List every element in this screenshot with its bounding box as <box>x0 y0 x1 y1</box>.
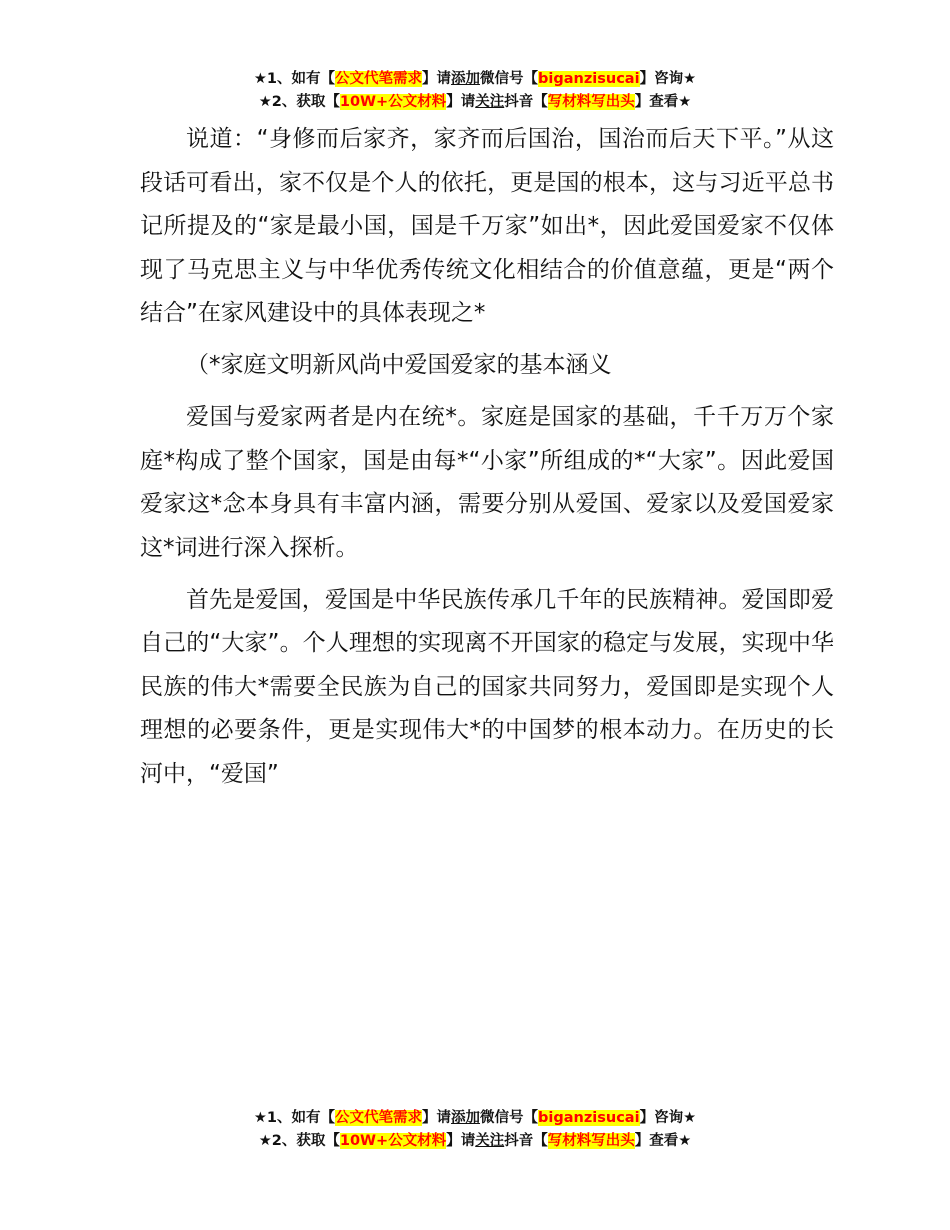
underlined-text: 添加 <box>451 1110 481 1126</box>
banner-text: 】查看★ <box>634 1133 692 1149</box>
header-banner <box>0 68 950 114</box>
banner-text: 】查看★ <box>634 94 692 110</box>
banner-text: ★2、获取【 <box>258 1133 340 1149</box>
highlight-service: 公文代笔需求 <box>335 71 423 87</box>
banner-text: 】请 <box>422 71 452 87</box>
highlight-wechat-id: biganzisucai <box>538 1110 640 1126</box>
highlight-douyin-id: 写材料写出头 <box>547 94 635 110</box>
paragraph-1: 说道：“身修而后家齐，家齐而后国治，国治而后天下平。”从这段话可看出，家不仅是个人的依托，更是国的根本，这与习近平总书记所提及的“家是最小国，国是千万家”如出*，因此爱国爱家不仅体现了马克思主义与中华优秀传统文化相结合的价值意蕴，更是“两个结合”在家风建设中的具体表现之* <box>140 126 834 326</box>
banner-text: 微信号【 <box>480 1110 539 1126</box>
banner-text: 】咨询★ <box>639 71 697 87</box>
banner-text: 抖音【 <box>504 94 548 110</box>
banner-line-2 <box>0 91 950 114</box>
highlight-wechat-id: biganzisucai <box>538 71 640 87</box>
banner-text: 微信号【 <box>480 71 539 87</box>
banner-text: 抖音【 <box>504 1133 548 1149</box>
banner-line-1 <box>0 1107 950 1130</box>
highlight-service: 公文代笔需求 <box>335 1110 423 1126</box>
banner-text: ★1、如有【 <box>253 1110 336 1126</box>
underlined-text: 添加 <box>451 71 481 87</box>
banner-text: ★2、获取【 <box>258 94 340 110</box>
banner-text: 】请 <box>446 1133 476 1149</box>
footer-banner <box>0 1107 950 1153</box>
banner-line-2 <box>0 1130 950 1153</box>
banner-text: 】请 <box>422 1110 452 1126</box>
paragraph-2: 爱国与爱家两者是内在统*。家庭是国家的基础，千千万万个家庭*构成了整个国家，国是由每*“小家”所组成的*“大家”。因此爱国爱家这*念本身具有丰富内涵，需要分别从爱国、爱家以及爱国爱家这*词进行深入探析。 <box>140 404 834 561</box>
highlight-materials: 10W+公文材料 <box>339 94 447 110</box>
banner-text: ★1、如有【 <box>253 71 336 87</box>
highlight-materials: 10W+公文材料 <box>339 1133 447 1149</box>
paragraph-3: 首先是爱国，爱国是中华民族传承几千年的民族精神。爱国即爱自己的“大家”。个人理想的实现离不开国家的稳定与发展，实现中华民族的伟大*需要全民族为自己的国家共同努力，爱国即是实现个人理想的必要条件，更是实现伟大*的中国梦的根本动力。在历史的长河中，“爱国” <box>140 586 834 787</box>
section-heading: （*家庭文明新风尚中爱国爱家的基本涵义 <box>186 352 612 378</box>
banner-line-1 <box>0 68 950 91</box>
banner-text: 】咨询★ <box>639 1110 697 1126</box>
highlight-douyin-id: 写材料写出头 <box>547 1133 635 1149</box>
underlined-text: 关注 <box>475 1133 505 1149</box>
underlined-text: 关注 <box>475 94 505 110</box>
document-body <box>140 118 834 796</box>
banner-text: 】请 <box>446 94 476 110</box>
